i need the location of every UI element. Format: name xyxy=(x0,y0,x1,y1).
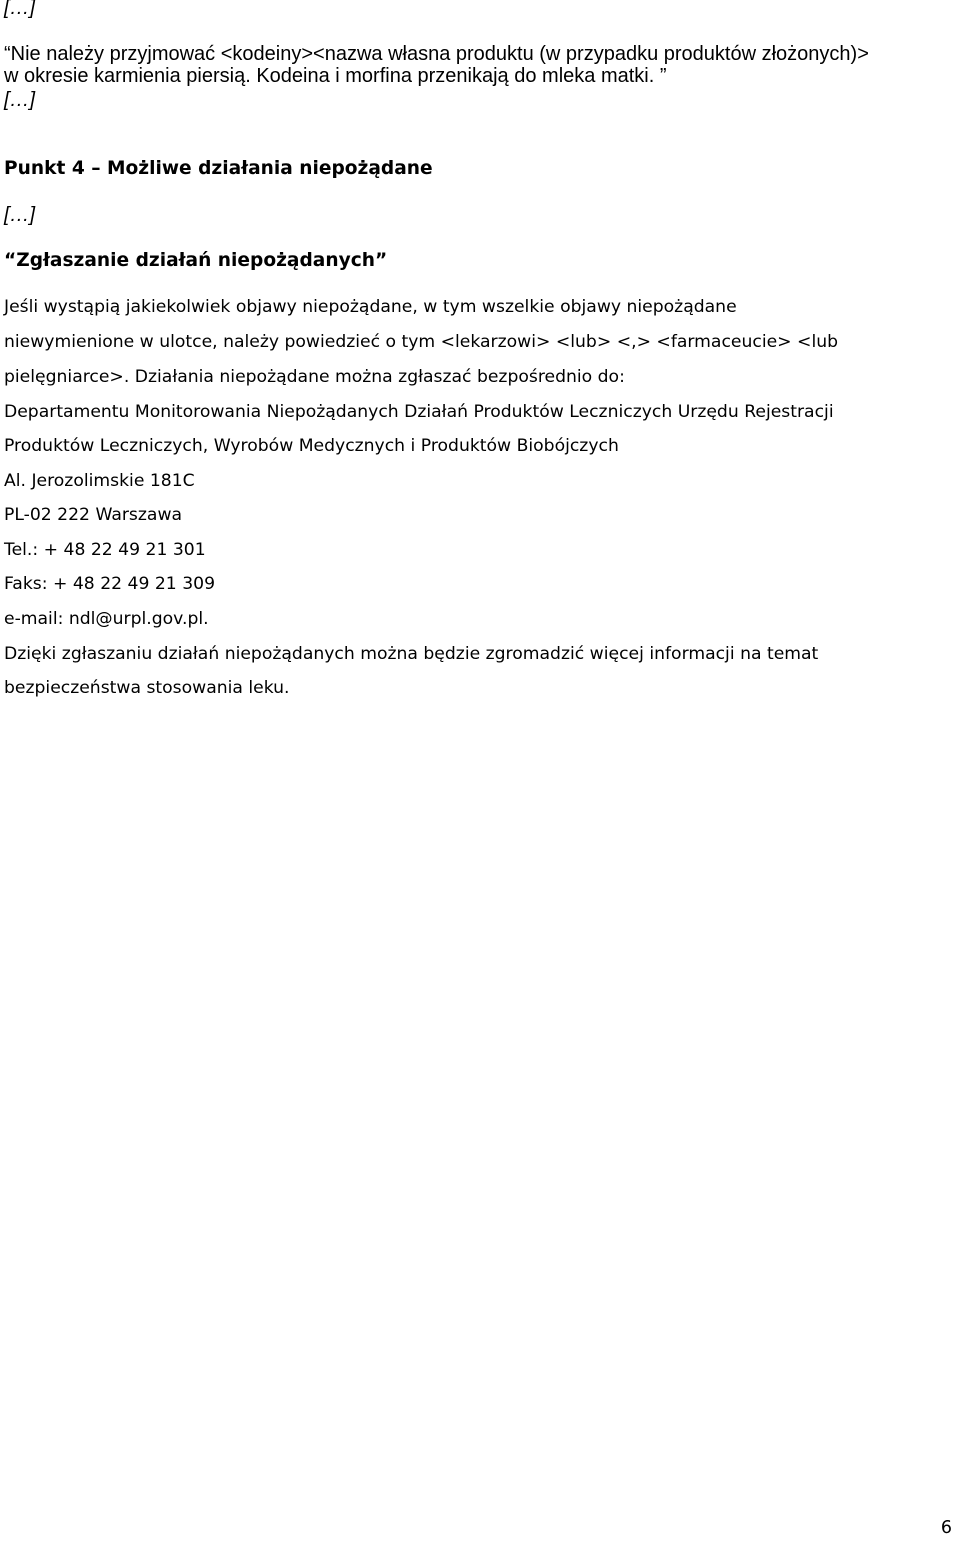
fax-line: Faks: + 48 22 49 21 309 xyxy=(4,574,216,594)
phone-line: Tel.: + 48 22 49 21 301 xyxy=(4,540,206,560)
section-heading: Punkt 4 – Możliwe działania niepożądane xyxy=(4,158,433,179)
ellipsis-marker: […] xyxy=(4,89,36,111)
paragraph-line: pielęgniarce>. Działania niepożądane można zgłaszać bezpośrednio do: xyxy=(4,367,625,387)
closing-line: Dzięki zgłaszaniu działań niepożądanych można będzie zgromadzić więcej informacji na temat xyxy=(4,644,819,664)
address-line: Produktów Leczniczych, Wyrobów Medycznych i Produktów Biobójczych xyxy=(4,436,619,456)
subheading: “Zgłaszanie działań niepożądanych” xyxy=(4,250,388,271)
closing-line: bezpieczeństwa stosowania leku. xyxy=(4,678,290,698)
address-line: Al. Jerozolimskie 181C xyxy=(4,471,195,491)
ellipsis-marker: […] xyxy=(4,0,36,19)
email-line: e-mail: ndl@urpl.gov.pl. xyxy=(4,609,209,629)
address-line: PL-02 222 Warszawa xyxy=(4,505,183,525)
ellipsis-marker: […] xyxy=(4,204,36,226)
quote-line: w okresie karmienia piersią. Kodeina i morfina przenikają do mleka matki. ” xyxy=(4,65,667,87)
address-line: Departamentu Monitorowania Niepożądanych Działań Produktów Leczniczych Urzędu Rejestracji xyxy=(4,402,834,422)
paragraph-line: Jeśli wystąpią jakiekolwiek objawy niepożądane, w tym wszelkie objawy niepożądane xyxy=(4,297,737,317)
page-number: 6 xyxy=(940,1518,952,1538)
quote-line: “Nie należy przyjmować <kodeiny><nazwa własna produktu (w przypadku produktów złożonych)> xyxy=(4,43,869,65)
paragraph-line: niewymienione w ulotce, należy powiedzieć o tym <lekarzowi> <lub> <,> <farmaceucie> <lub xyxy=(4,332,839,352)
